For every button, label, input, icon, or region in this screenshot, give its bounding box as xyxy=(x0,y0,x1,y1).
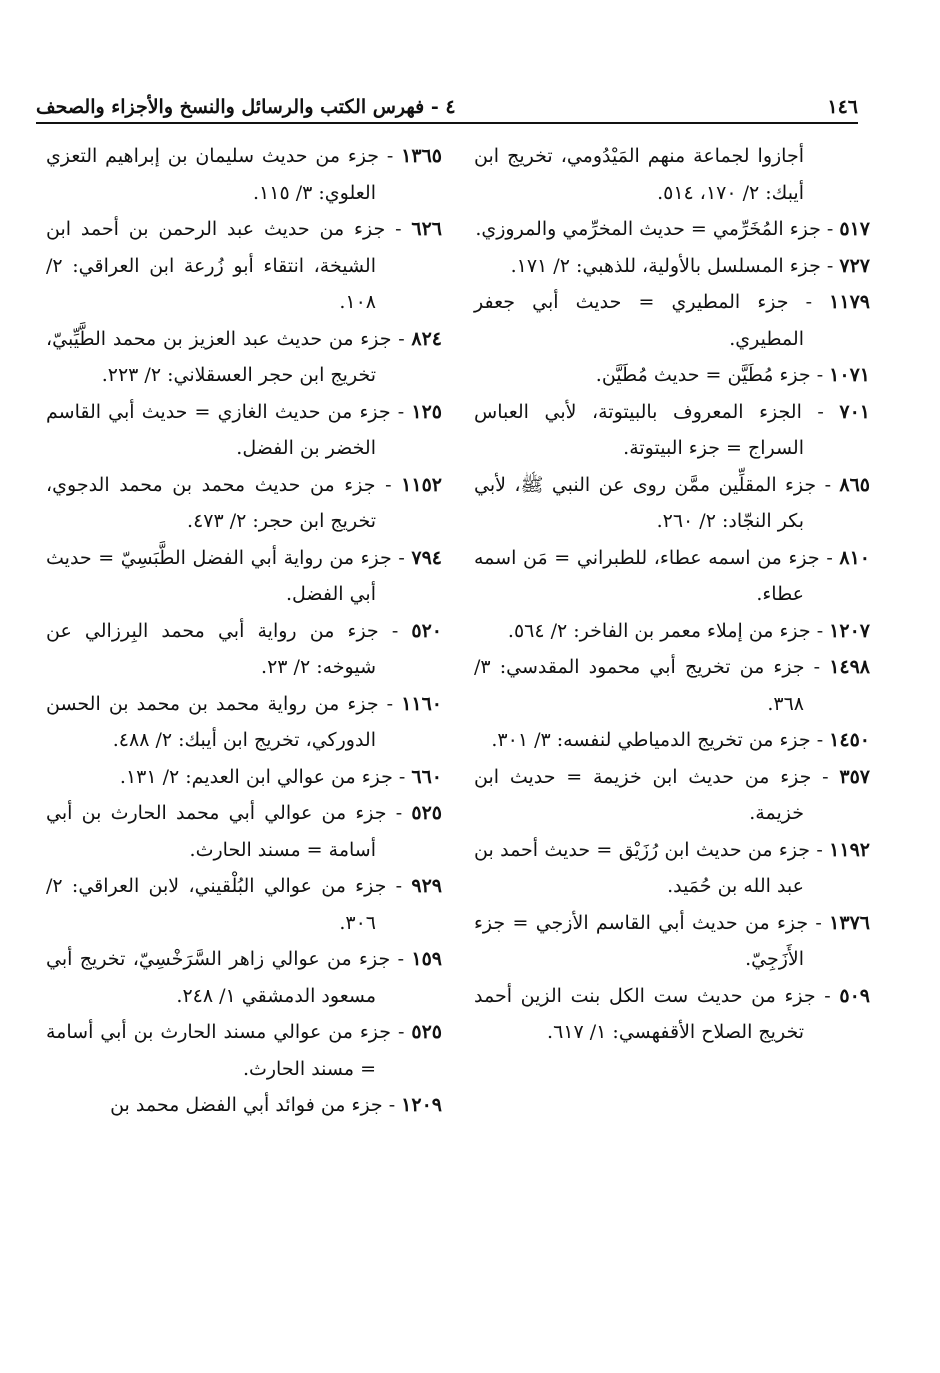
index-entry: ١٢٥ - جزء من حديث الغازي = حديث أبي القاسم الخضر بن الفضل. xyxy=(46,400,442,459)
entry-number: ١٤٥٠ xyxy=(829,729,870,751)
entry-number: ١٢٠٧ xyxy=(829,619,870,642)
entry-text: جزء من عوالي البُلْقيني، لابن العراقي: ٢/ ٣٠٦. xyxy=(46,875,387,934)
entry-number: ٦٢٦ xyxy=(411,218,443,240)
entry-number: ١٤٩٨ xyxy=(829,656,871,678)
entry-text: جزء المسلسل بالأولية، للذهبي: ٢/ ١٧١. xyxy=(510,254,821,277)
entry-text: جزء المطيري = حديث أبي جعفر المطيري. xyxy=(474,291,804,350)
entry-text: جزء من عوالي ابن العديم: ٢/ ١٣١. xyxy=(119,765,393,788)
entry-text: جزء من رواية أبي الفضل الطَّبَسِيّ = حديث أبي الفضل. xyxy=(46,546,392,605)
index-entry: ٨١٠ - جزء من اسمه عطاء، للطبراني = مَن اسمه عطاء. xyxy=(474,546,871,605)
index-entry: ٧٢٧ - جزء المسلسل بالأولية، للذهبي: ٢/ ١٧١. xyxy=(510,254,870,277)
entry-text: أجازوا لجماعة منهم المَيْدُومي، تخريج ابن أيبك: ٢/ ١٧٠، ٥١٤. xyxy=(474,145,804,204)
entry-text: جزء مُطَيَّن = حديث مُطَيَّن. xyxy=(595,364,811,386)
entry-number: ١١٩٢ xyxy=(829,838,870,861)
index-entry: ٦٢٦ - جزء من حديث عبد الرحمن بن أحمد ابن الشيخة، انتقاء أبو زُرعة ابن العراقي: ٢/ ١٠٨. xyxy=(46,218,443,313)
index-column-left xyxy=(46,138,442,1124)
index-entry: ٨٢٤ - جزء من حديث عبد العزيز بن محمد الطَّيِّبيّ، تخريج ابن حجر العسقلاني: ٢/ ٢٢٣. xyxy=(46,327,443,386)
index-entry: ١٢٠٩ - جزء من فوائد أبي الفضل محمد بن xyxy=(110,1094,442,1116)
entry-number: ٧٠١ xyxy=(839,400,870,423)
index-entry: ١١٦٠ - جزء من رواية محمد بن محمد بن الحسن الدوركي، تخريج ابن أيبك: ٢/ ٤٨٨. xyxy=(46,692,443,751)
entry-number: ١٢٠٩ xyxy=(401,1094,442,1116)
entry-text: جزء من حديث سليمان بن إبراهيم التعزي العلوي: ٣/ ١١٥. xyxy=(46,145,380,204)
entry-text: جزء من إملاء معمر بن الفاخر: ٢/ ٥٦٤. xyxy=(507,619,811,642)
page-number: ١٤٦ xyxy=(827,96,858,118)
entry-text: جزء من حديث عبد العزيز بن محمد الطَّيِّبيّ، تخريج ابن حجر العسقلاني: ٢/ ٢٢٣. xyxy=(46,327,392,386)
entry-text: جزء من رواية أبي محمد البِرزالي عن شيوخه: ٢/ ٢٣. xyxy=(46,619,379,678)
index-entry: ٧٠١ - الجزء المعروف بالبيتوتة، لأبي العباس السراج = جزء البيتوتة. xyxy=(474,400,870,459)
index-entry: ٨٦٥ - جزء المقلِّين ممَّن روى عن النبي ﷺ، لأبي بكر النجّاد: ٢/ ٢٦٠. xyxy=(474,473,871,532)
index-column-right xyxy=(474,138,870,1051)
entry-number: ٥٢٠ xyxy=(411,619,442,642)
entry-text: جزء من حديث أبي القاسم الأزجي = جزء الأَزَجِيّ. xyxy=(474,911,809,970)
entry-number: ١٢٥ xyxy=(411,400,442,423)
index-entry: ١١٧٩ - جزء المطيري = حديث أبي جعفر المطيري. xyxy=(474,291,870,350)
entry-text: جزء من تخريج أبي محمود المقدسي: ٣/ ٣٦٨. xyxy=(474,656,805,715)
entry-number: ٦٦٠ xyxy=(411,765,442,788)
running-title: ٤ - فهرس الكتب والرسائل والنسخ والأجزاء والصحف xyxy=(36,96,456,118)
entry-text: جزء من حديث محمد بن محمد الدجوي، تخريج ابن حجر: ٢/ ٤٧٣. xyxy=(46,473,376,532)
index-entry: ٥٠٩ - جزء من حديث ست الكل بنت الزين أحمد تخريج الصلاح الأقفهسي: ١/ ٦١٧. xyxy=(474,984,871,1043)
index-entry: ٧٩٤ - جزء من رواية أبي الفضل الطَّبَسِيّ = حديث أبي الفضل. xyxy=(46,546,442,605)
entry-number: ٨٦٥ xyxy=(839,473,871,496)
index-entry: ١٤٩٨ - جزء من تخريج أبي محمود المقدسي: ٣/ ٣٦٨. xyxy=(474,656,871,715)
entry-number: ١١٥٢ xyxy=(401,473,442,496)
entry-text: جزء المُخَرِّمي = حديث المخرِّمي والمروزي. xyxy=(475,218,821,240)
index-entry: ١٣٧٦ - جزء من حديث أبي القاسم الأزجي = جزء الأَزَجِيّ. xyxy=(474,911,870,970)
entry-number: ٥١٧ xyxy=(839,218,870,240)
index-entry: ١٥٩ - جزء من عوالي زاهر السَّرَخْسِيّ، تخريج أبي مسعود الدمشقي ١/ ٢٤٨. xyxy=(46,948,442,1007)
entry-number: ٣٥٧ xyxy=(839,765,871,788)
index-entry: ٥٢٠ - جزء من رواية أبي محمد البِرزالي عن شيوخه: ٢/ ٢٣. xyxy=(46,619,442,678)
entry-number: ٧٩٤ xyxy=(411,546,442,569)
index-entry: ١٤٥٠ - جزء من تخريج الدمياطي لنفسه: ٣/ ٣٠١. xyxy=(491,729,870,751)
entry-text: جزء من عوالي مسند الحارث بن أبي أسامة = مسند الحارث. xyxy=(46,1021,392,1080)
entry-text: الجزء المعروف بالبيتوتة، لأبي العباس السراج = جزء البيتوتة. xyxy=(474,400,804,459)
index-entry: ١١٥٢ - جزء من حديث محمد بن محمد الدجوي، تخريج ابن حجر: ٢/ ٤٧٣. xyxy=(46,473,442,532)
entry-number: ١٠٧١ xyxy=(829,364,870,386)
header-rule xyxy=(36,122,858,124)
index-entry: ١٢٠٧ - جزء من إملاء معمر بن الفاخر: ٢/ ٥٦٤. xyxy=(507,619,870,642)
entry-number: ٧٢٧ xyxy=(839,254,870,277)
entry-text: جزء من عوالي أبي محمد الحارث بن أبي أسامة = مسند الحارث. xyxy=(46,802,387,861)
entry-text: جزء من حديث عبد الرحمن بن أحمد ابن الشيخة، انتقاء أبو زُرعة ابن العراقي: ٢/ ١٠٨. xyxy=(46,218,386,313)
entry-text: جزء المقلِّين ممَّن روى عن النبي ﷺ، لأبي بكر النجّاد: ٢/ ٢٦٠. xyxy=(474,473,817,532)
index-entry: ٥٢٥ - جزء من عوالي مسند الحارث بن أبي أسامة = مسند الحارث. xyxy=(46,1021,442,1080)
index-entry: ١٣٦٥ - جزء من حديث سليمان بن إبراهيم التعزي العلوي: ٣/ ١١٥. xyxy=(46,145,442,204)
index-entry: ١١٩٢ - جزء من حديث ابن رُزَيْق = حديث أحمد بن عبد الله بن حُمَيد. xyxy=(474,838,870,897)
page-header xyxy=(36,84,858,118)
index-entry: ٥٢٥ - جزء من عوالي أبي محمد الحارث بن أبي أسامة = مسند الحارث. xyxy=(46,802,443,861)
entry-number: ١٣٦٥ xyxy=(401,145,442,167)
entry-number: ١٣٧٦ xyxy=(829,911,870,934)
entry-text: جزء من حديث ابن رُزَيْق = حديث أحمد بن عبد الله بن حُمَيد. xyxy=(474,838,811,897)
entry-number: ٨٢٤ xyxy=(411,327,443,350)
entry-text: جزء من حديث الغازي = حديث أبي القاسم الخضر بن الفضل. xyxy=(46,400,391,459)
entry-text: جزء من حديث ست الكل بنت الزين أحمد تخريج الصلاح الأقفهسي: ١/ ٦١٧. xyxy=(474,984,816,1043)
index-entry: ٥١٧ - جزء المُخَرِّمي = حديث المخرِّمي والمروزي. xyxy=(475,218,870,240)
entry-number: ١٥٩ xyxy=(411,948,442,970)
entry-number: ١١٦٠ xyxy=(401,692,443,715)
index-entry: ١٠٧١ - جزء مُطَيَّن = حديث مُطَيَّن. xyxy=(595,364,870,386)
entry-number: ٨١٠ xyxy=(839,546,871,569)
entry-number: ٥٢٥ xyxy=(411,1021,442,1043)
entry-text: جزء من حديث ابن خزيمة = حديث ابن خزيمة. xyxy=(474,765,812,824)
entry-text: جزء من عوالي زاهر السَّرَخْسِيّ، تخريج أبي مسعود الدمشقي ١/ ٢٤٨. xyxy=(46,948,391,1007)
entry-text: جزء من اسمه عطاء، للطبراني = مَن اسمه عطاء. xyxy=(474,546,820,605)
entry-number: ٥٢٥ xyxy=(411,802,443,824)
index-entry: ٩٢٩ - جزء من عوالي البُلْقيني، لابن العراقي: ٢/ ٣٠٦. xyxy=(46,875,443,934)
index-entry: ٦٦٠ - جزء من عوالي ابن العديم: ٢/ ١٣١. xyxy=(119,765,442,788)
entry-text: جزء من رواية محمد بن محمد بن الحسن الدوركي، تخريج ابن أيبك: ٢/ ٤٨٨. xyxy=(46,692,379,751)
entry-number: ١١٧٩ xyxy=(829,291,870,313)
entry-text: جزء من تخريج الدمياطي لنفسه: ٣/ ٣٠١. xyxy=(491,729,811,751)
entry-text: جزء من فوائد أبي الفضل محمد بن xyxy=(110,1094,383,1116)
index-entry xyxy=(474,138,870,211)
entry-number: ٥٠٩ xyxy=(839,984,871,1007)
index-entry: ٣٥٧ - جزء من حديث ابن خزيمة = حديث ابن خزيمة. xyxy=(474,765,871,824)
entry-number: ٩٢٩ xyxy=(411,875,443,897)
